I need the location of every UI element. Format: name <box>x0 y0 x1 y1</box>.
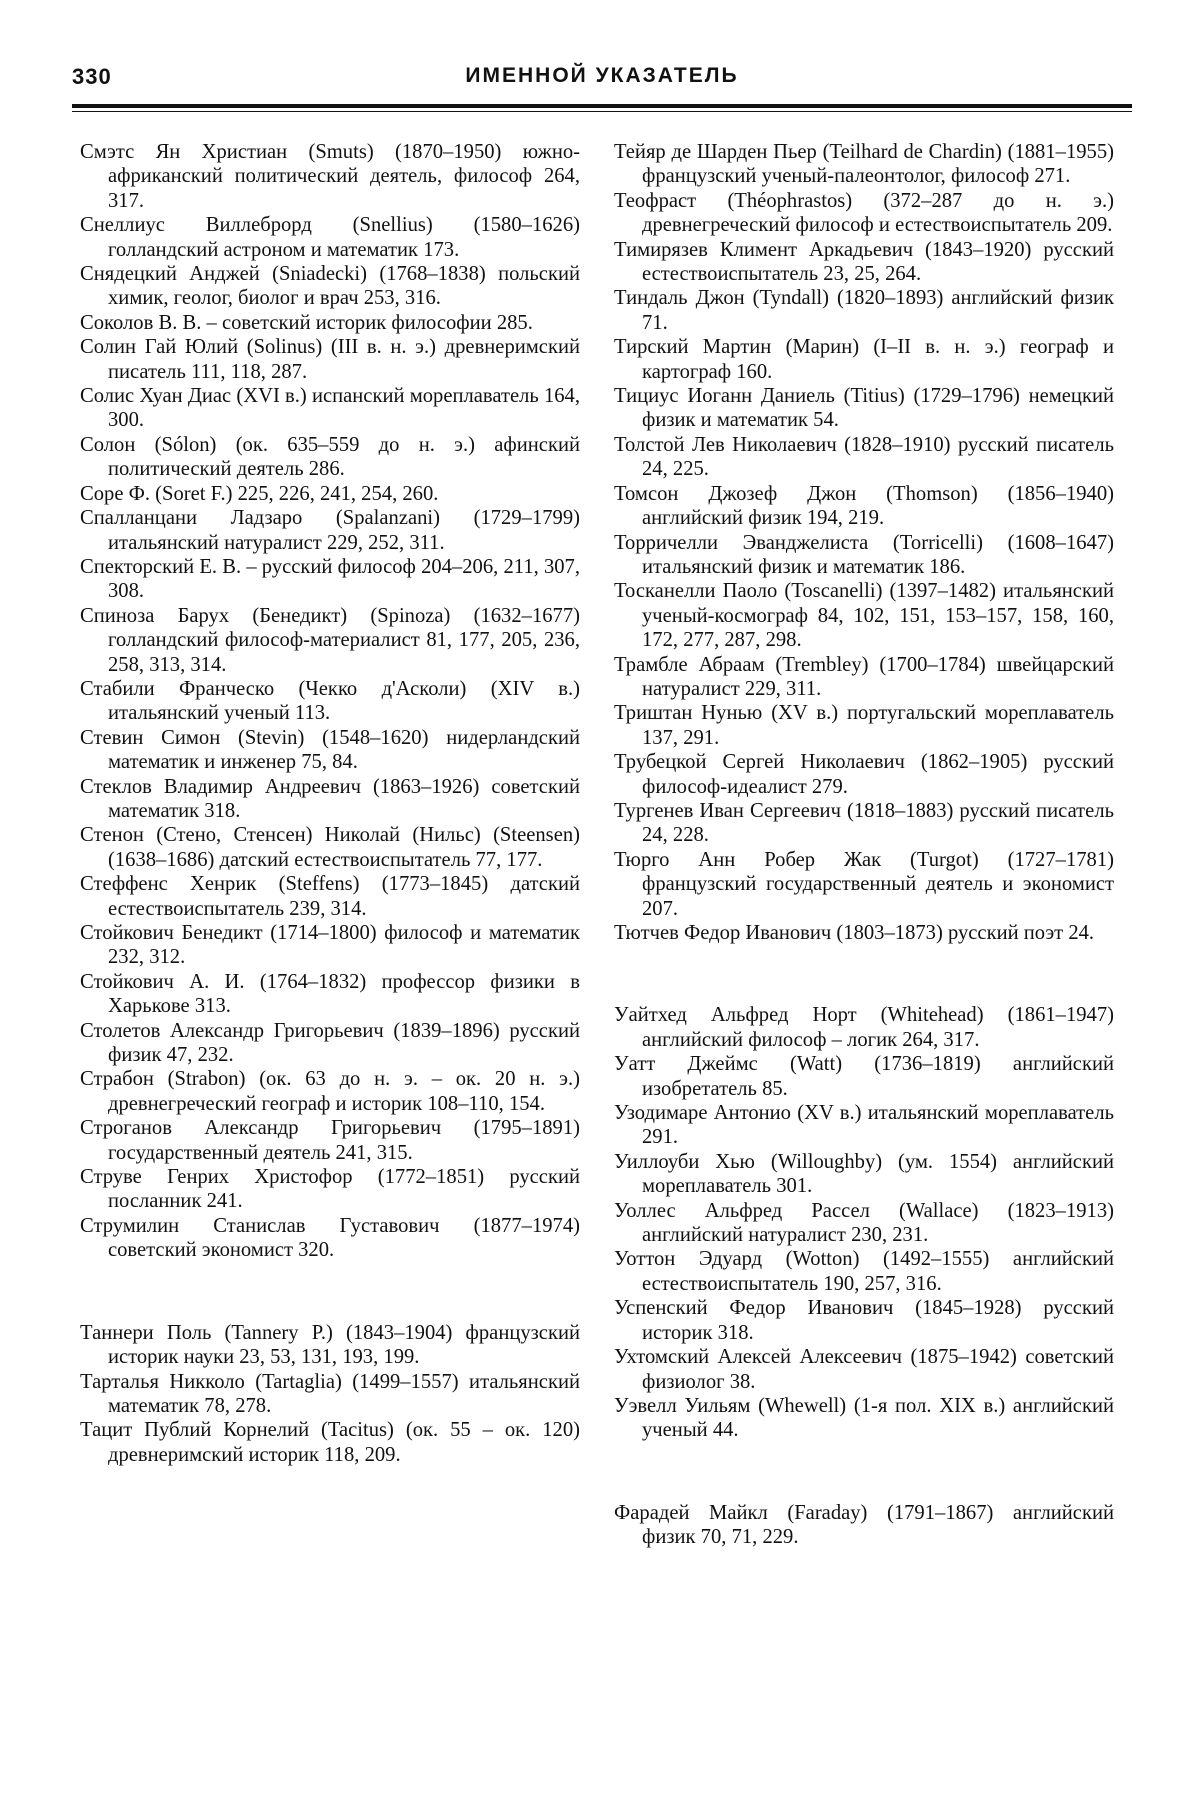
index-entry: Триштан Нунью (XV в.) португальский мореплаватель 137, 291. <box>614 702 1114 749</box>
index-entry: Стойкович Бенедикт (1714–1800) философ и математик 232, 312. <box>80 922 580 969</box>
index-entry: Тициус Иоганн Даниель (Titius) (1729–1796) немецкий физик и математик 54. <box>614 385 1114 432</box>
index-entry: Уайтхед Альфред Норт (Whitehead) (1861–1947) английский философ – логик 264, 317. <box>614 1004 1114 1051</box>
entry-group-u <box>614 1003 1114 1442</box>
group-separator <box>614 945 1114 1003</box>
index-entry: Успенский Федор Иванович (1845–1928) русский историк 318. <box>614 1297 1114 1344</box>
index-entry: Струмилин Станислав Густавович (1877–1974) советский экономист 320. <box>80 1214 580 1262</box>
index-entry: Уатт Джеймс (Watt) (1736–1819) английский изобретатель 85. <box>614 1053 1114 1100</box>
index-entry: Тимирязев Климент Аркадьевич (1843–1920) русский естествоиспытатель 23, 25, 264. <box>614 238 1114 286</box>
index-entry: Узодимаре Антонио (XV в.) итальянский мореплаватель 291. <box>614 1102 1114 1149</box>
entry-group-t-right <box>614 140 1114 945</box>
header-rule-thick <box>72 104 1132 108</box>
index-entry: Смэтс Ян Христиан (Smuts) (1870–1950) южно-африканский политический деятель, философ 264, 317. <box>80 141 580 212</box>
index-entry: Строганов Александр Григорьевич (1795–1891) государственный деятель 241, 315. <box>80 1117 580 1164</box>
group-separator <box>80 1263 580 1321</box>
index-entry: Солон (Sólon) (ок. 635–559 до н. э.) афинский политический деятель 286. <box>80 433 580 481</box>
index-entry: Тарталья Никколо (Tartaglia) (1499–1557) итальянский математик 78, 278. <box>80 1370 580 1417</box>
index-entry: Теофраст (Théophrastos) (372–287 до н. э.) древнегреческий философ и естествоиспытатель 209. <box>614 189 1114 237</box>
index-entry: Торричелли Эванджелиста (Torricelli) (1608–1647) итальянский физик и математик 186. <box>614 531 1114 578</box>
index-entry: Струве Генрих Христофор (1772–1851) русский посланник 241. <box>80 1166 580 1213</box>
index-entry: Соколов В. В. – советский историк философии 285. <box>80 311 533 334</box>
index-entry: Тирский Мартин (Марин) (I–II в. н. э.) географ и картограф 160. <box>614 336 1114 383</box>
index-entry: Столетов Александр Григорьевич (1839–1896) русский физик 47, 232. <box>80 1019 580 1067</box>
index-entry: Томсон Джозеф Джон (Thomson) (1856–1940) английский физик 194, 219. <box>614 482 1114 530</box>
index-entry: Стенон (Стено, Стенсен) Николай (Нильс) (Steensen) (1638–1686) датский естествоиспытатель 77, 177. <box>80 824 580 871</box>
page-number: 330 <box>72 64 112 89</box>
index-entry: Ухтомский Алексей Алексеевич (1875–1942) советский физиолог 38. <box>614 1346 1114 1393</box>
index-entry: Снядецкий Анджей (Sniadecki) (1768–1838) польский химик, геолог, биолог и врач 253, 316. <box>80 263 580 310</box>
entry-group-t-left <box>80 1321 580 1467</box>
index-entry: Таннери Поль (Tannery P.) (1843–1904) французский историк науки 23, 53, 131, 193, 199. <box>80 1321 580 1369</box>
index-entry: Уоттон Эдуард (Wotton) (1492–1555) английский естествоиспытатель 190, 257, 316. <box>614 1248 1114 1295</box>
index-entry: Уэвелл Уильям (Whewell) (1-я пол. XIX в.) английский ученый 44. <box>614 1394 1114 1442</box>
left-column <box>80 140 580 1467</box>
right-column <box>614 140 1114 1550</box>
index-entry: Стабили Франческо (Чекко д'Асколи) (XIV в.) итальянский ученый 113. <box>80 677 580 725</box>
index-entry: Тацит Публий Корнелий (Tacitus) (ок. 55 – ок. 120) древнеримский историк 118, 209. <box>80 1419 580 1466</box>
index-entry: Тютчев Федор Иванович (1803–1873) русский поэт 24. <box>614 922 1095 944</box>
index-entry: Стевин Симон (Stevin) (1548–1620) нидерландский математик и инженер 75, 84. <box>80 726 580 774</box>
index-entry: Фарадей Майкл (Faraday) (1791–1867) английский физик 70, 71, 229. <box>614 1501 1114 1549</box>
index-entry: Спиноза Барух (Бенедикт) (Spinoza) (1632–1677) голландский философ-материалист 81, 177, 205, 236, 258, 313, 314. <box>80 604 580 676</box>
entry-group-s <box>80 140 580 1263</box>
index-entry: Стойкович А. И. (1764–1832) профессор физики в Харькове 313. <box>80 970 580 1018</box>
index-entry: Тиндаль Джон (Tyndall) (1820–1893) английский физик 71. <box>614 287 1114 334</box>
index-entry: Спалланцани Ладзаро (Spalanzani) (1729–1799) итальянский натуралист 229, 252, 311. <box>80 507 580 554</box>
header-rule-thin <box>72 111 1132 112</box>
index-entry: Тейяр де Шарден Пьер (Teilhard de Chardin) (1881–1955) французский ученый-палеонтолог, философ 271. <box>614 141 1114 188</box>
index-entry: Стеклов Владимир Андреевич (1863–1926) советский математик 318. <box>80 775 580 822</box>
index-entry: Солис Хуан Диас (XVI в.) испанский мореплаватель 164, 300. <box>80 385 580 432</box>
index-entry: Тюрго Анн Робер Жак (Turgot) (1727–1781) французский государственный деятель и экономист 207. <box>614 848 1114 920</box>
index-entry: Тургенев Иван Сергеевич (1818–1883) русский писатель 24, 228. <box>614 799 1114 847</box>
index-entry: Трубецкой Сергей Николаевич (1862–1905) русский философ-идеалист 279. <box>614 751 1114 798</box>
index-entry: Толстой Лев Николаевич (1828–1910) русский писатель 24, 225. <box>614 433 1114 481</box>
index-entry: Стеффенс Хенрик (Steffens) (1773–1845) датский естествоиспытатель 239, 314. <box>80 873 580 920</box>
index-entry: Страбон (Strabon) (ок. 63 до н. э. – ок. 20 н. э.) древнегреческий географ и историк 108–110, 154. <box>80 1068 580 1115</box>
group-separator <box>614 1443 1114 1501</box>
index-entry: Спекторский Е. В. – русский философ 204–206, 211, 307, 308. <box>80 555 580 603</box>
index-entry: Уиллоуби Хью (Willoughby) (ум. 1554) английский мореплаватель 301. <box>614 1150 1114 1198</box>
index-entry: Солин Гай Юлий (Solinus) (III в. н. э.) древнеримский писатель 111, 118, 287. <box>80 336 580 383</box>
index-entry: Уоллес Альфред Рассел (Wallace) (1823–1913) английский натуралист 230, 231. <box>614 1199 1114 1247</box>
running-title: ИМЕННОЙ УКАЗАТЕЛЬ <box>465 64 739 87</box>
index-entry: Снеллиус Виллеброрд (Snellius) (1580–1626) голландский астроном и математик 173. <box>80 214 580 261</box>
index-entry: Трамбле Абраам (Trembley) (1700–1784) швейцарский натуралист 229, 311. <box>614 653 1114 700</box>
index-entry: Соре Ф. (Soret F.) 225, 226, 241, 254, 260. <box>80 482 439 505</box>
index-entry: Тосканелли Паоло (Toscanelli) (1397–1482) итальянский ученый-космограф 84, 102, 151, 153–157, 158, 160, 172, 277, 287, 298. <box>614 580 1114 652</box>
page-header <box>72 58 1132 98</box>
entry-group-f <box>614 1501 1114 1550</box>
